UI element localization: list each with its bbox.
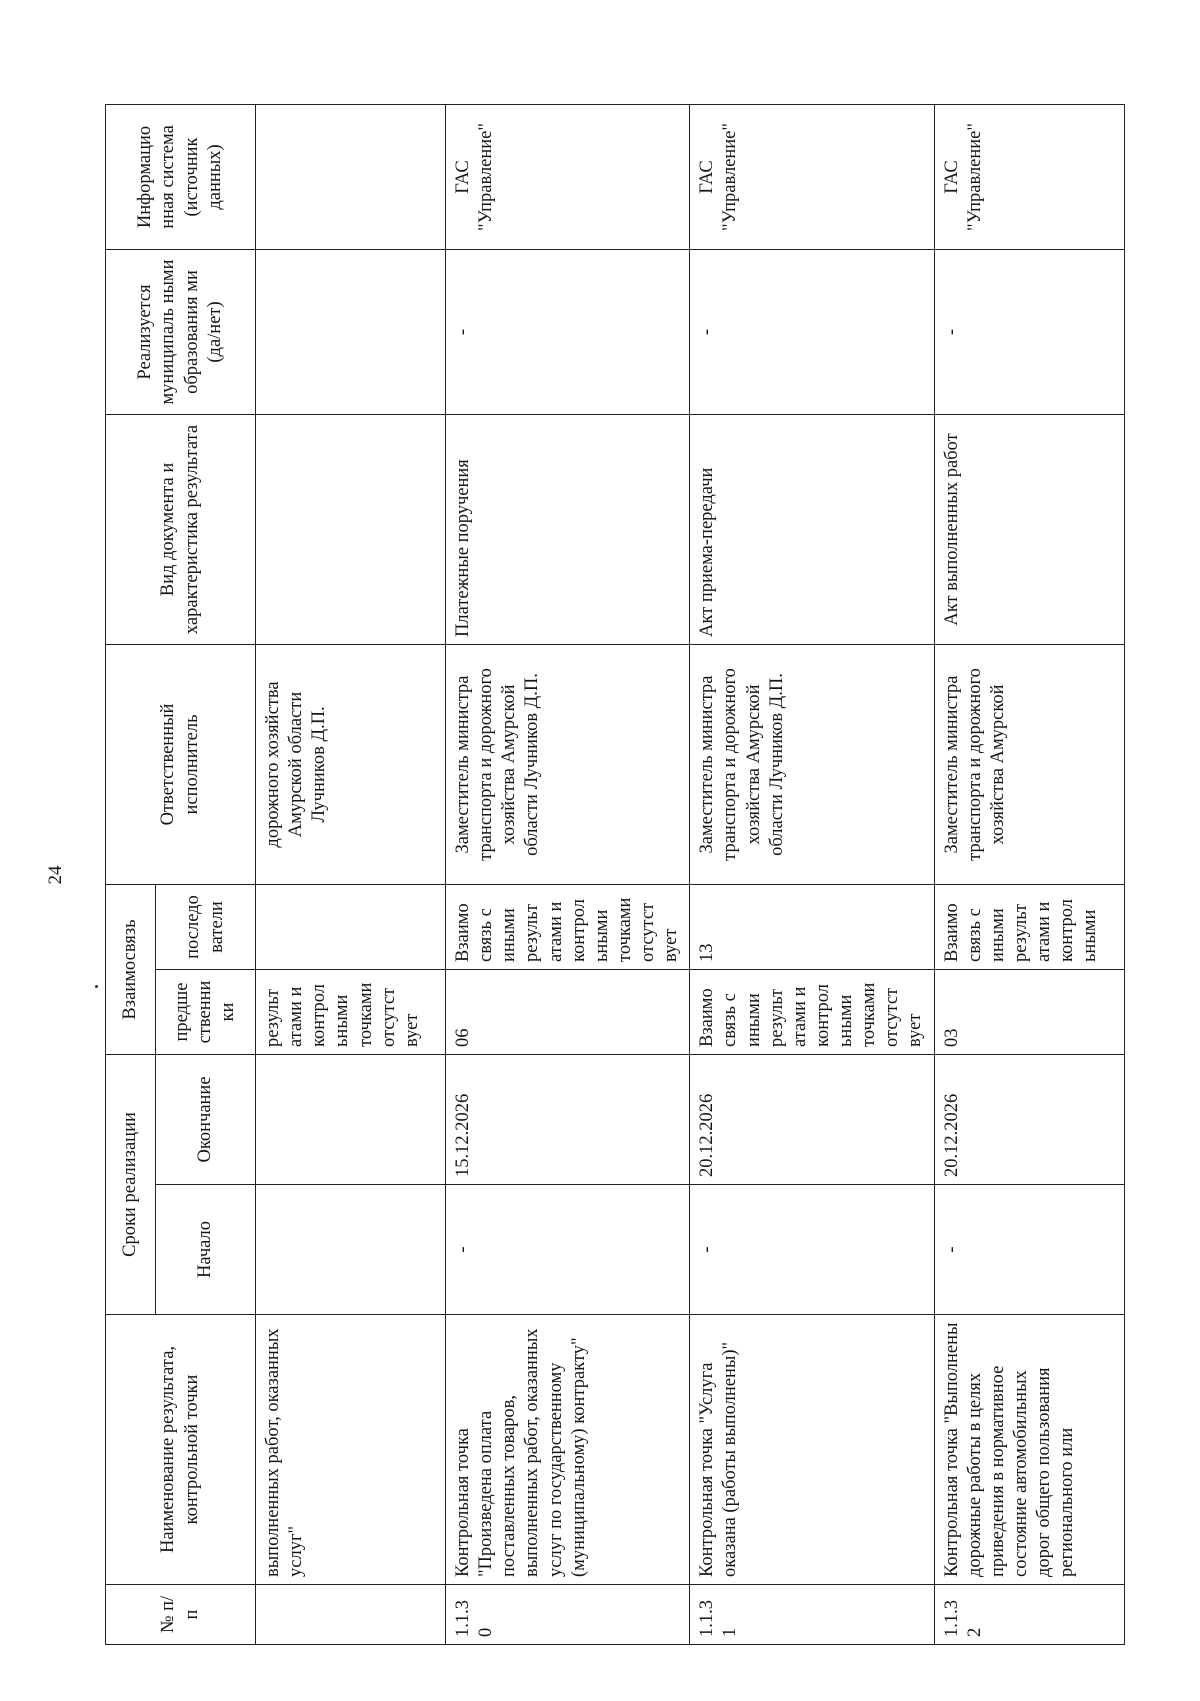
cell-num (256, 1585, 446, 1645)
cell-end: 15.12.2026 (446, 1055, 690, 1185)
cell-municipal: - (446, 249, 690, 414)
cell-successors: Взаимо связь с иными результ атами и контрол ьными (934, 884, 1124, 969)
cell-num: 1.1.32 (934, 1585, 1124, 1645)
cell-num: 1.1.30 (446, 1585, 690, 1645)
cell-num: 1.1.31 (690, 1585, 934, 1645)
cell-municipal: - (690, 249, 934, 414)
page-number: 24 (45, 865, 66, 885)
cell-successors: Взаимо связь с иными результ атами и контрол ьными точками отсутст вует (446, 884, 690, 969)
cell-successors (256, 884, 446, 969)
cell-info-system: ГАС "Управление" (934, 104, 1124, 249)
table-row (446, 104, 690, 1644)
cell-end: 20.12.2026 (934, 1055, 1124, 1185)
document-sheet (45, 105, 1115, 1645)
header-document: Вид документа и характеристика результата (106, 414, 256, 644)
cell-executor: Заместитель министра транспорта и дорожного хозяйства Амурской области Лучников Д.П. (446, 644, 690, 884)
header-info-system: Информацио нная система (источник данных) (106, 104, 256, 249)
header-name: Наименование результата, контрольной точки (106, 1315, 256, 1585)
cell-start: - (446, 1185, 690, 1315)
cell-document (256, 414, 446, 644)
cell-document: Платежные поручения (446, 414, 690, 644)
cell-predecessors: результ атами и контрол ьными точками отсутст вует (256, 970, 446, 1055)
cell-successors: 13 (690, 884, 934, 969)
cell-municipal (256, 249, 446, 414)
cell-predecessors: Взаимо связь с иными результ атами и контрол ьными точками отсутст вует (690, 970, 934, 1055)
cell-end (256, 1055, 446, 1185)
header-municipal: Реализуется муниципаль ными образования ми (да/нет) (106, 249, 256, 414)
cell-start: - (934, 1185, 1124, 1315)
table-row (690, 104, 934, 1644)
header-successors: последо ватели (156, 884, 256, 969)
cell-info-system (256, 104, 446, 249)
header-links: Взаимосвязь (106, 884, 156, 1054)
cell-municipal: - (934, 249, 1124, 414)
header-end: Окончание (156, 1055, 256, 1185)
cell-name: Контрольная точка "Услуга оказана (работы выполнены)" (690, 1315, 934, 1585)
table-row (256, 104, 446, 1644)
cell-executor: дорожного хозяйства Амурской области Лучников Д.П. (256, 644, 446, 884)
header-predecessors: предше ственни ки (156, 970, 256, 1055)
cell-predecessors: 06 (446, 970, 690, 1055)
cell-start (256, 1185, 446, 1315)
cell-name: Контрольная точка "Выполнены дорожные работы в целях приведения в нормативное состояние автомобильных дорог общего пользования регионального или (934, 1315, 1124, 1585)
cell-info-system: ГАС "Управление" (446, 104, 690, 249)
table-row (934, 104, 1124, 1644)
header-terms: Сроки реализации (106, 1055, 156, 1315)
cell-document: Акт приема-передачи (690, 414, 934, 644)
cell-executor: Заместитель министра транспорта и дорожного хозяйства Амурской (934, 644, 1124, 884)
cell-document: Акт выполненных работ (934, 414, 1124, 644)
scan-speck (95, 985, 98, 988)
cell-predecessors: 03 (934, 970, 1124, 1055)
control-points-table (105, 104, 1125, 1645)
cell-executor: Заместитель министра транспорта и дорожного хозяйства Амурской области Лучников Д.П. (690, 644, 934, 884)
cell-start: - (690, 1185, 934, 1315)
cell-info-system: ГАС "Управление" (690, 104, 934, 249)
cell-name: выполненных работ, оказанных услуг" (256, 1315, 446, 1585)
header-num: № п/п (106, 1585, 256, 1645)
cell-name: Контрольная точка "Произведена оплата поставленных товаров, выполненных работ, оказанных услуг по государственному (муниципальному) контракту" (446, 1315, 690, 1585)
header-start: Начало (156, 1185, 256, 1315)
header-executor: Ответственный исполнитель (106, 644, 256, 884)
cell-end: 20.12.2026 (690, 1055, 934, 1185)
